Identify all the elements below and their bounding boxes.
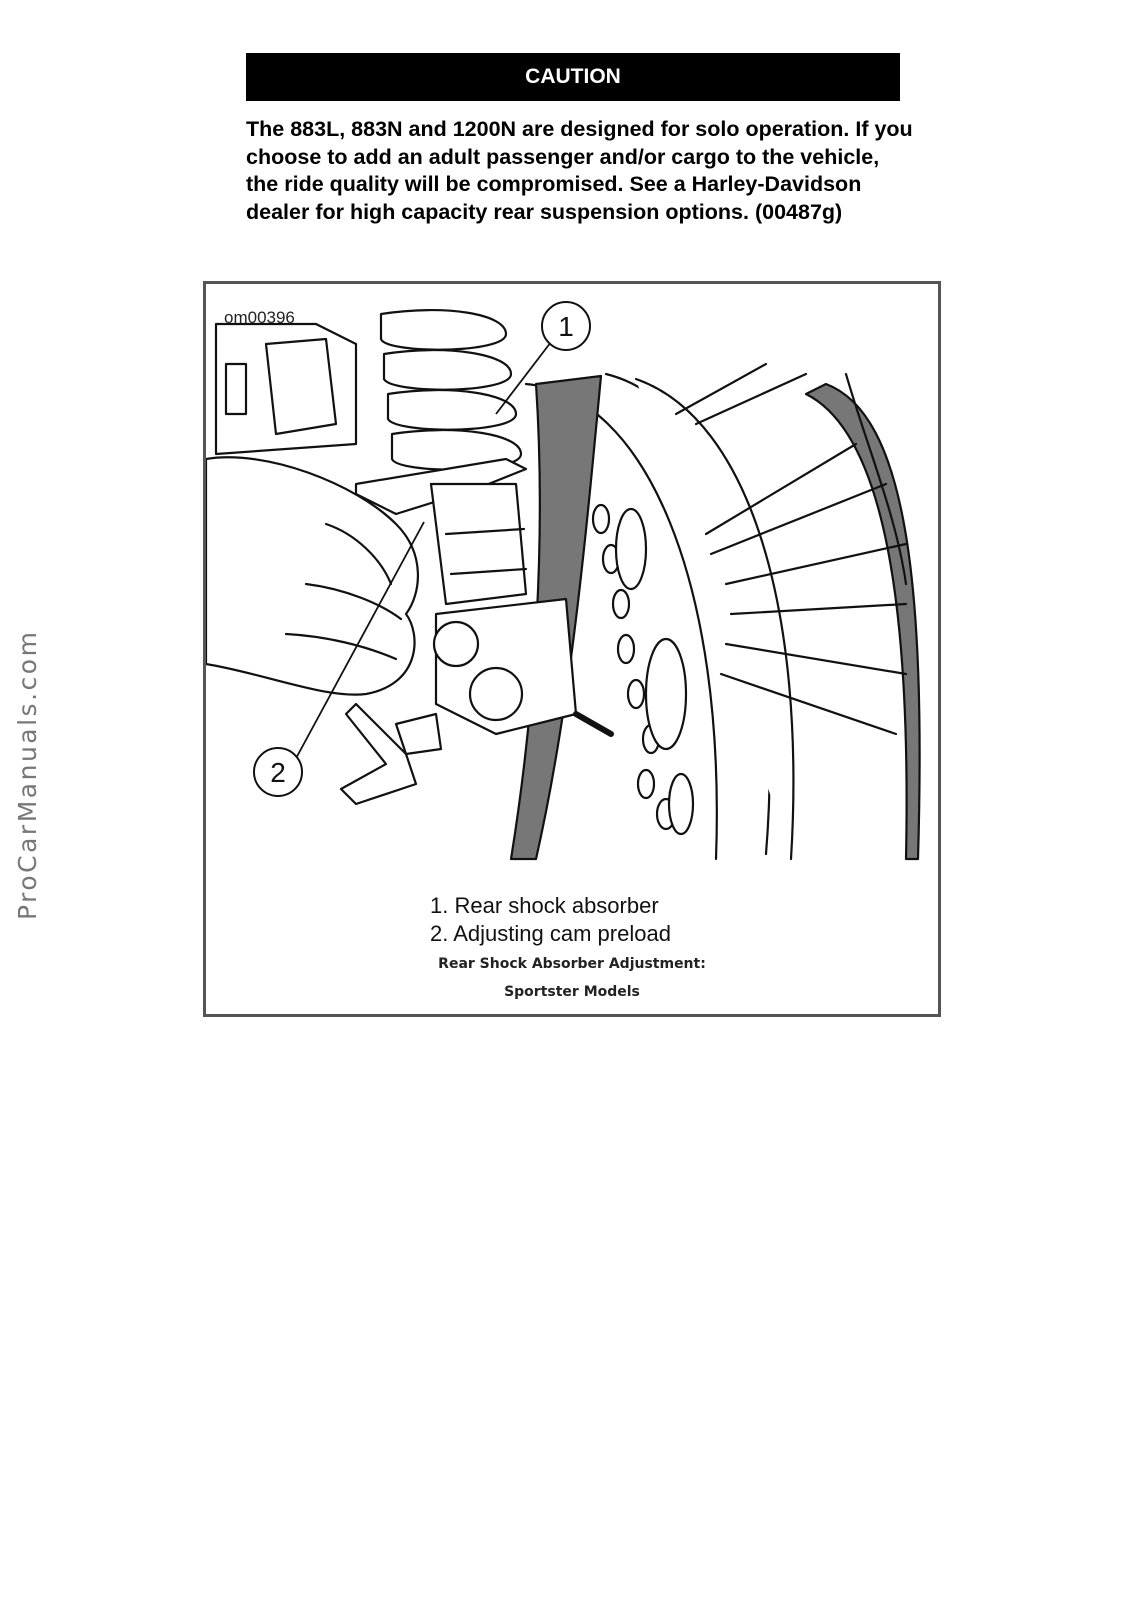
figure-caption-line2: Sportster Models bbox=[504, 984, 640, 1000]
caution-body: The 883L, 883N and 1200N are designed for solo operation. If you choose to add an adult passenger and/or cargo to the vehicle, the ride quality will be compromised. See a Harley-Davidson dealer for high capacity rear suspension options. (00487g) bbox=[246, 117, 913, 224]
legend-item-2: 2. Adjusting cam preload bbox=[430, 921, 671, 946]
figure-caption-line1: Rear Shock Absorber Adjustment: bbox=[438, 956, 706, 972]
caution-heading bbox=[246, 53, 900, 101]
watermark: ProCarManuals.com bbox=[13, 629, 42, 920]
figure-frame bbox=[203, 281, 941, 1017]
callout-1: 1 bbox=[558, 311, 574, 342]
figure-legend bbox=[430, 892, 671, 948]
legend-item-1: 1. Rear shock absorber bbox=[430, 893, 659, 918]
figure-id: om00396 bbox=[224, 308, 295, 327]
caution-heading-label: CAUTION bbox=[525, 65, 621, 88]
callout-2: 2 bbox=[270, 757, 286, 788]
